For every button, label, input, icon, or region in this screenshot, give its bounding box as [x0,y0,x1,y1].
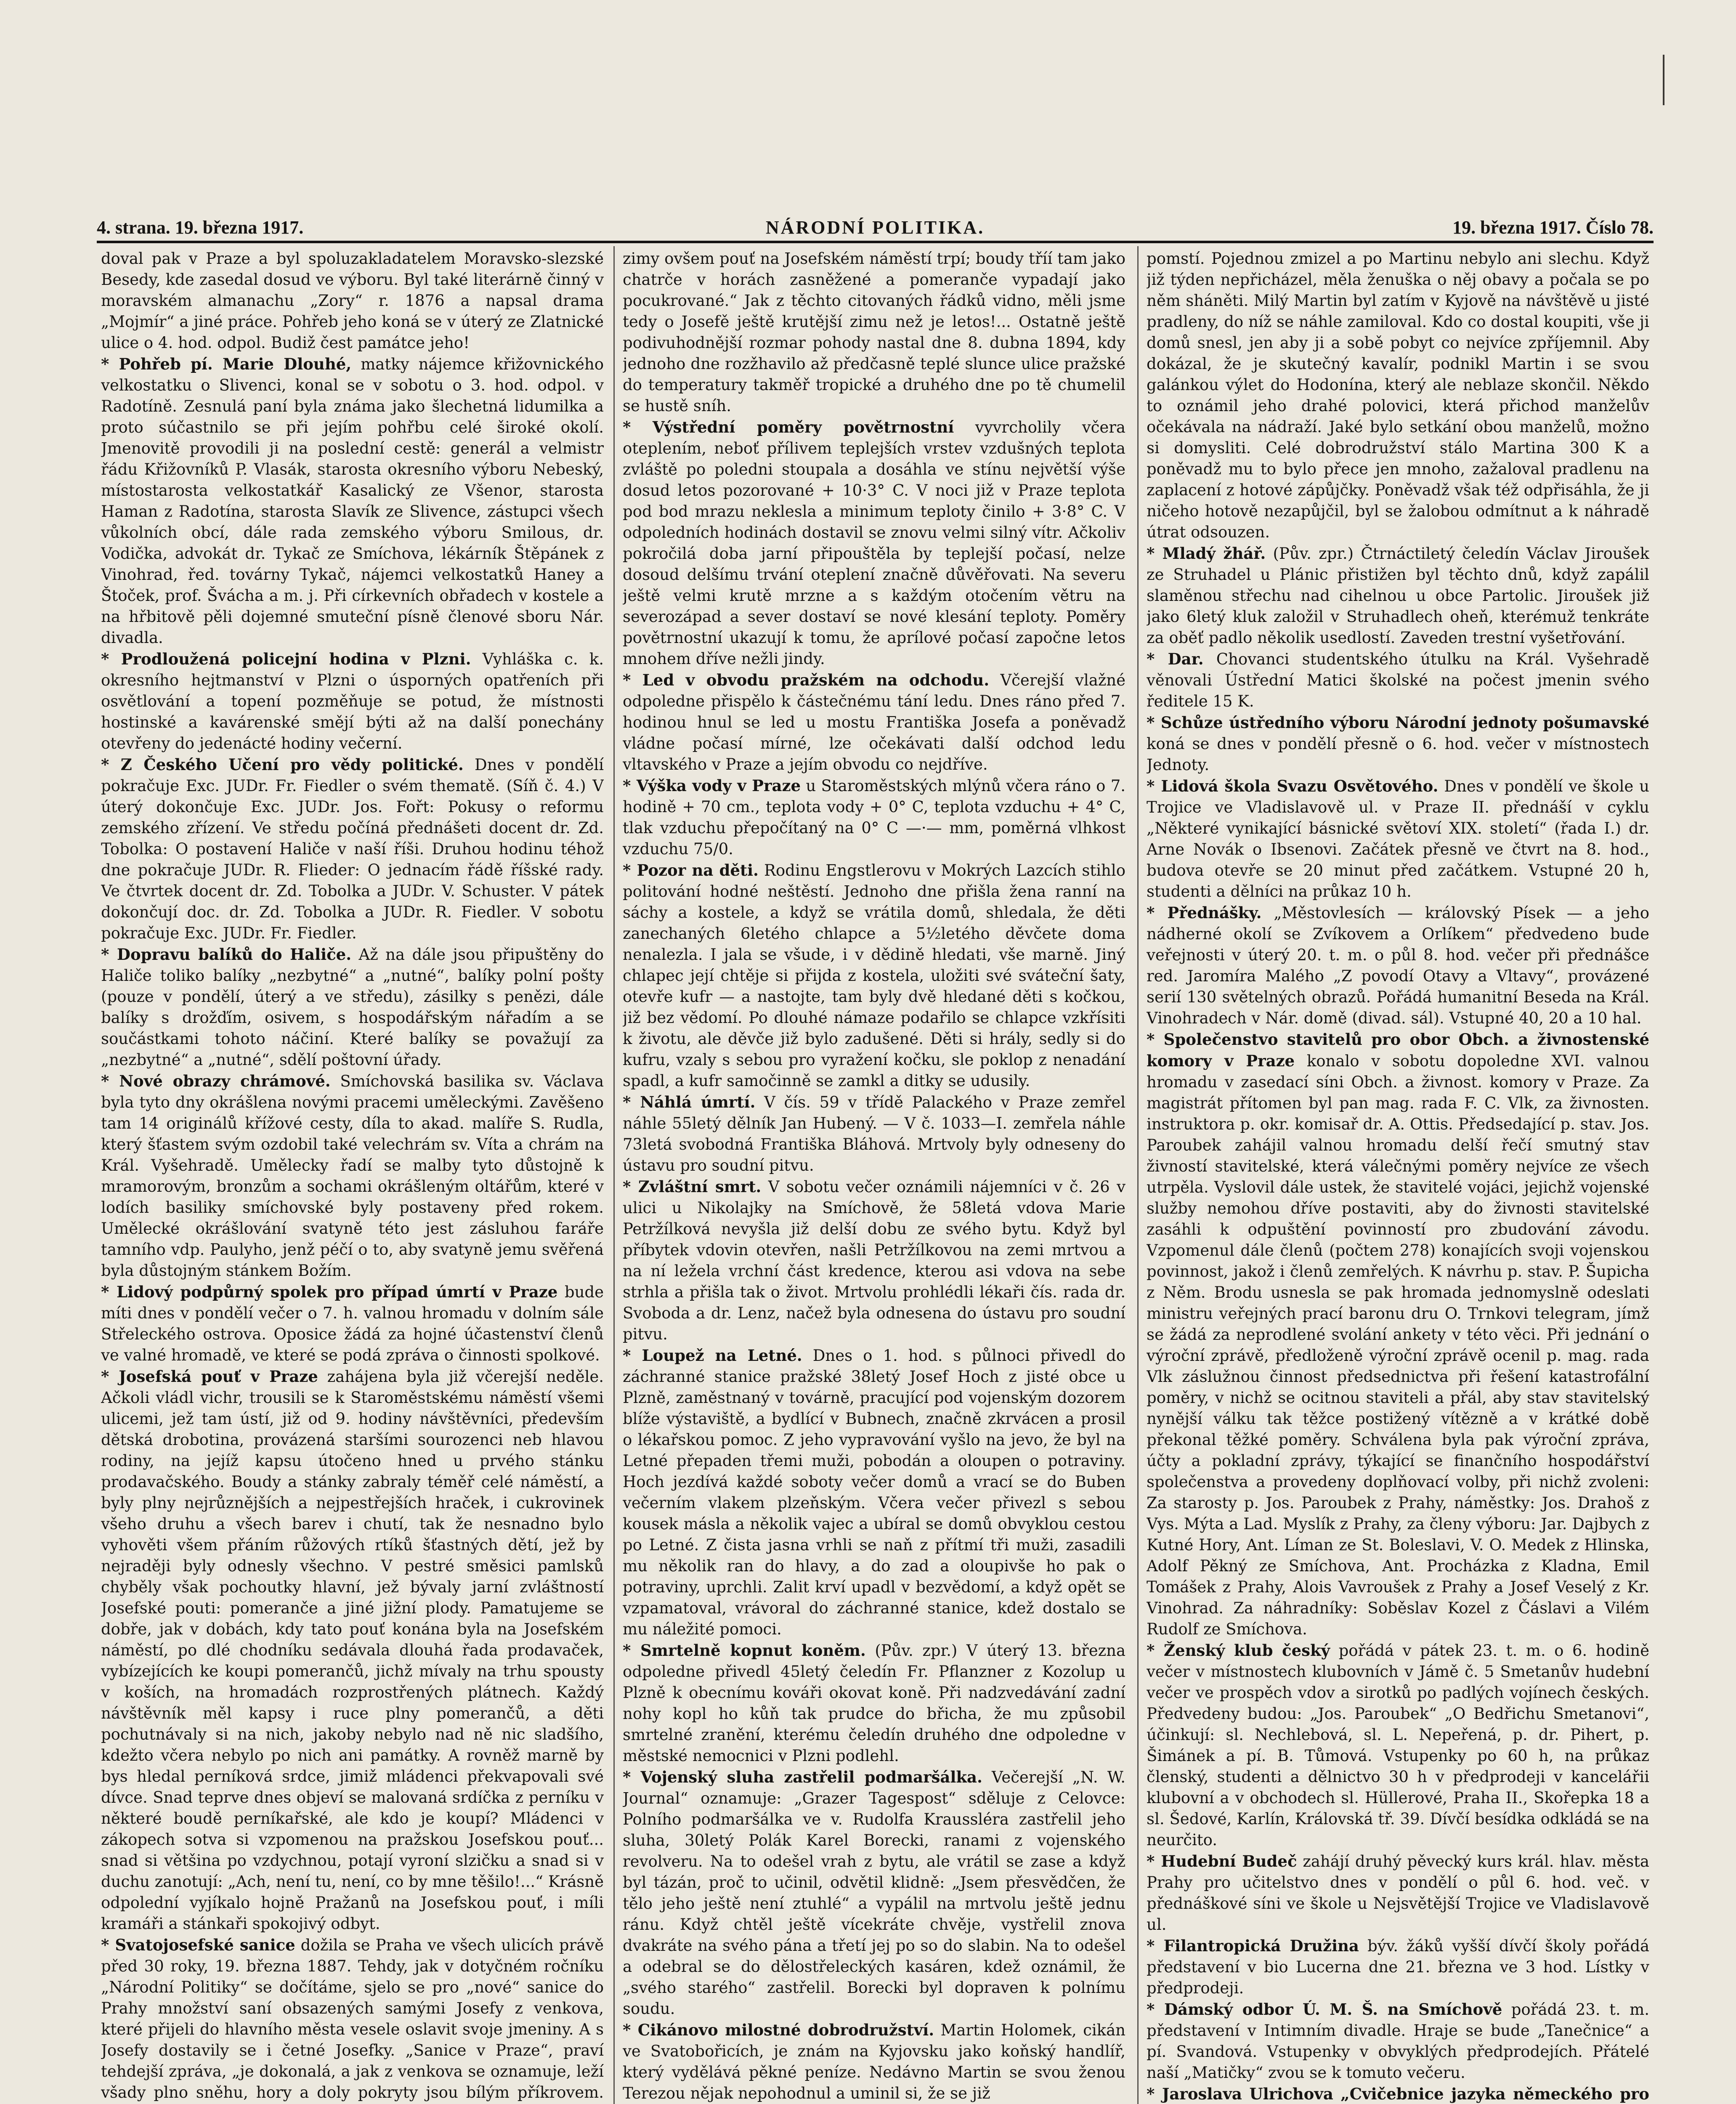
news-item-text: bude míti dnes v pondělí večer o 7. h. valnou hromadu v dolním sále Střeleckého ostrova. Oposice žádá za hojné účastenství členů ve valné hromadě, ve které se podá zpráva o činnosti spolkové. [101,1283,604,1364]
news-item [623,248,1125,417]
news-item-headline: * Zvláštní smrt. [623,1177,762,1196]
text-column-3 [1147,248,1649,2104]
news-item-text: koná se dnes v pondělí přesně o 6. hod. večer v místnostech Jednoty. [1147,735,1649,774]
news-item-text: Dnes o 1. hod. s půlnoci přivedl do záchranné stanice pražské 38letý Josef Hoch z jisté obce u Plzně, zaměstnaný v továrně, pracující pod vojenským dozorem blíže výstaviště, a bydlící v Bubnech, značně zkrvácen a prosil o lékařskou pomoc. Z jeho vypravování vyšlo na jevo, že byl na Letné přepaden třemi muži, pobodán a oloupen o potraviny. Hoch jezdívá každé soboty večer domů a vrací se do Buben večerním vlakem plzeňským. Včera večer přivezl s sebou kousek másla a několik vajec a ubíral se domů obvyklou cestou po Letné. Z čista jasna vrhli se naň z přítmí tři muži, zasadili mu několik ran do hlavy, a do zad a oloupivše ho pak o potraviny, uprchli. Zalit krví upadl v bezvědomí, a když opět se vzpamatoval, vrávoral do záchranné stanice, kdež dostalo se mu náležité pomoci. [623,1347,1125,1638]
news-item-text: býv. žáků vyšší dívčí školy pořádá představení v bio Lucerna dne 21. března ve 3 hod. Lístky v předprodeji. [1147,1937,1649,1997]
news-item [1147,712,1649,776]
news-item-text: matky nájemce křižovnického velkostatku o Slivenci, konal se v sobotu o 3. hod. odpol. v Radotíně. Zesnulá paní byla známa jako šlechetná lidumilka a proto súčastnilo se při jejím pohřbu celé široké okolí. Jmenovitě provodili ji na poslední cestě: generál a velmistr řádu Křižovníků P. Vlasák, starosta okresního výboru Nebeský, místostarosta velkostatkář Kasalický ze Všenor, starosta Haman z Radotína, starosta Slavík ze Slivence, zástupci všech vůkolních obcí, dále rada zemského výboru Smilous, dr. Vodička, advokát dr. Tykač ze Smíchova, lékárník Štěpánek z Vinohrad, řed. továrny Tykač, nájemci velkostatků Haney a Štoček, prof. Švácha a m. j. Při církevních obřadech v kostele a na hřbitově pěli dojemné smuteční písně členové sboru Nár. divadla. [101,355,604,647]
column-divider [613,246,615,2104]
news-item [1147,248,1649,543]
news-item [1147,648,1649,712]
news-item-text: Včerejší vlažné odpoledne přispělo k částečnému tání ledu. Dnes ráno před 7. hodinou hnul se led u mostu Františka Josefa a poněvadž vládne počasí mírné, lze očekávati další odchod ledu vltavského v Praze a jejím obvodu co nejdříve. [623,671,1125,773]
news-item-text: Smíchovská basilika sv. Václava byla tyto dny okrášlena novými pracemi uměleckými. Zavěšeno tam 14 originálů křížové cesty, díla to akad. malíře S. Rudla, který šťastem svým ozdobil také velechrám sv. Víta a chrám na Král. Vyšehradě. Umělecky řadí se malby tyto důstojně k mramorovým, bronzům a sochami okrášleným oltářům, které v lodích basiliky smíchovské byly postaveny před rokem. Umělecké okrášlování svatyně této jest zásluhou faráře tamního vdp. Paulyho, jenž péčí o to, aby svatyně jemu svěřená byla důstojným stánkem Božím. [101,1072,604,1280]
news-item [623,1176,1125,1345]
news-item-headline: * Svatojosefské sanice [101,1936,295,1954]
news-item-headline: * Výstřední poměry povětrnostní [623,418,954,436]
news-item [101,1934,604,2104]
news-item-headline: * Loupež na Letné. [623,1346,802,1365]
news-item-text: (Pův. zpr.) Čtrnáctiletý čeledín Václav Jiroušek ze Struhadel u Plánic přistižen byl těchto dnů, když zapálil slaměnou střechu nad cihelnou u obce Partolic. Jiroušek již jako 6letý kluk založil v Struhadlech oheň, kterémuž tenkráte za oběť padlo několik usedlostí. Zaveden trestní vyšetřování. [1147,545,1649,647]
news-item-text: zimy ovšem pouť na Josefském náměstí trpí; boudy tříí tam jako chatrče v horách zasněžené a pomeranče vypadají jako pocukrované.“ Jak z těchto citovaných řádků vidno, měli jsme tedy o Josefě ještě krutější zimu než je letos!... Ostatně ještě podivuhodnější rozmar pohody nastal dne 8. dubna 1894, kdy jednoho dne rozžhavilo až předčasně teplé slunce ulice pražské do temperatury takměř tropické a druhého dne po tě chumelil se hustě sníh. [623,250,1125,415]
news-item [101,248,604,353]
news-item-text: V čís. 59 v třídě Palackého v Praze zemřel náhle 55letý dělník Jan Hubený. — V č. 1033—I. zemřela náhle 73letá svobodná Františka Bláhová. Mrtvoly byly odneseny do ústavu pro soudní pitvu. [623,1093,1125,1174]
news-item-headline: * Prodloužená policejní hodina v Plzni. [101,650,471,668]
news-item [1147,1999,1649,2083]
news-item [1147,2083,1649,2104]
news-item-headline: * Dopravu balíků do Haliče. [101,945,352,964]
news-item-text: pořádá v pátek 23. t. m. o 6. hodině večer v místnostech klubovních v Jámě č. 5 Smetanův hudební večer ve prospěch vdov a sirotků po padlých vojínech českých. Předvedeny budou: „Jos. Paroubek“ „O Bedřichu Smetanovi“, účinkují: sl. Nechlebová, sl. L. Nepeřená, p. dr. Pihert, p. Šimánek a pí. B. Tůmová. Vstupenky po 60 h, na průkaz členský, studenti a dělnictvo 30 h v předprodeji v kancelářii klubovní a v obchodech sl. Hüllerové, Praha II., Skořepka 18 a sl. Šedové, Karlín, Královská tř. 39. Dívčí besídka odkládá se na neurčito. [1147,1642,1649,1849]
news-item [101,353,604,648]
news-item-text: zahájí druhý pěvecký kurs král. hlav. města Prahy pro učitelstvo dnes v pondělí o půl 6. hod. več. v přednáškové síni ve škole u Nejsvětější Trojice ve Vladislavově ul. [1147,1852,1649,1934]
header-rule [97,241,1654,243]
text-column-2 [623,248,1125,2104]
text-column-1 [101,248,604,2104]
news-item [623,669,1125,775]
news-item [101,1366,604,1934]
news-item-headline: * Jaroslava Ulrichova „Cvičebnice jazyka německého pro [1147,2085,1649,2103]
news-item-headline: * Cikánovo milostné dobrodružství. [623,2021,934,2039]
news-item-text: „Městovlesích — královský Písek — a jeho nádherné okolí se Zvíkovem a Orlíkem“ předvedeno bude veřejnosti v úterý 20. t. m. o půl 8. hod. večer při přednášce red. Jaromíra Malého „Z povodí Otavy a Vltavy“, provázené serií 130 světelných obrazů. Pořádá humanitní Beseda na Král. Vinohradech v Nár. domě (divad. sál). Vstupné 40, 20 a 10 hal. [1147,904,1649,1027]
news-item [1147,1029,1649,1640]
news-item [1147,902,1649,1029]
news-item-headline: * Vojenský sluha zastřelil podmaršálka. [623,1768,982,1786]
news-item-headline: * Pohřeb pí. Marie Dlouhé, [101,355,352,373]
news-item [623,775,1125,860]
news-item [1147,1640,1649,1851]
header-page-info: 4. strana. 19. března 1917. [97,217,304,238]
news-item-text: Dnes v pondělí ve škole u Trojice ve Vladislavově ul. v Praze II. přednáší v cyklu „Některé vynikající básnické světoví XIX. století“ (řada I.) dr. Arne Novák o Ibsenovi. Začátek přesně ve čtvrt na 8. hod., budova otevře se 20 minut před začátkem. Vstupné 20 h, studenti a dělníci na průkaz 10 h. [1147,777,1649,901]
news-item-headline: * Josefská pouť v Praze [101,1367,318,1386]
news-item-text: Chovanci studentského útulku na Král. Vyšehradě věnovali Ústřední Matici školské na počest jmenin svého ředitele 15 K. [1147,650,1649,710]
news-item [623,1345,1125,1640]
header-issue-info: 19. března 1917. Číslo 78. [1452,217,1654,238]
news-item-headline: * Pozor na děti. [623,861,759,879]
scan-edge-mark [1663,55,1664,105]
news-item-text: Vyhláška c. k. okresního hejtmanství v Plzni o úsporných opatřeních při osvětlování a topení pozměňuje se potud, že místnosti hostinské a kavárenské smějí býti až na další ponechány otevřeny do jedenácté hodiny večerní. [101,650,604,752]
news-item-text: zahájena byla již včerejší neděle. Ačkoli vládl vichr, trousili se k Staroměstskému náměstí všemi ulicemi, jež tam ústí, již od 9. hodiny návštěvníci, především dětská drobotina, provázená staršími sourozenci neb hlavou rodiny, na jejíž kapsu útočeno hned u prvého stánku prodavačského. Boudy a stánky zabraly téměř celé náměstí, a byly plny nejrůznějších a nejpestřejších hraček, i cukrovinek všeho druhu a všech barev i chutí, tak že nesnadno bylo vyhověti všem přáním růžových rtíků šťastných dětí, jež by nejraději byly odnesly všechno. V pestré směsici pamlsků chyběly však pochoutky hlavní, jež bývaly jarní zvláštností Josefské pouti: pomeranče a jiné jižní plody. Pamatujeme se dobře, jak v dobách, kdy tato pouť konána byla na Josefském náměstí, po dlé chodníku sedávala dlouhá řada prodavaček, vybízejících ke koupi pomerančů, jichž mívaly na trhu spousty v koších, na hromadách rozprostřených plátnech. Každý návštěvník měl kapsy i ruce plny pomerančů, a děti pochutnávaly si na nich, jakoby nebylo nad ně nic sladšího, kdežto včera nebylo po nich ani památky. A rovněž marně by bys hledal perníková srdce, jimiž mládenci překvapovali své dívce. Snad teprve dnes objeví se malovaná srdíčka z perníku v některé boudě perníkařské, ale kdo je koupí? Mládenci v zákopech sotva si vzpomenou na pražskou Josefskou pouť... snad si většina po vzdychnou, potají vyroní slzičku a snad si v duchu zanotují: „Ach, není tu, není, co by mne těšilo!...“ Krásně odpolední vyjíkalo hojně Pražanů na Josefskou pouť, i míli kramáři a stánkaři spokojivý odbyt. [101,1368,604,1933]
news-item-text: pomstí. Pojednou zmizel a po Martinu nebylo ani slechu. Když již týden nepřicházel, měla ženuška o něj obavy a počala se po něm sháněti. Milý Martin byl zatím v Kyjově na návštěvě u jisté pradleny, do níž se náhle zamiloval. Kdo co dostal koupiti, vše ji domů snesl, jen aby ji a sobě pobyt co nejvíce zpříjemnil. Aby dokázal, že je skutečný kavalír, podnikl Martin i se svou galánkou výlet do Hodonína, který ale neblaze skončil. Někdo to oznámil jeho drahé polovici, která přichod manželův očekávala na nádraží. Jaké bylo setkání obou manželů, možno si domysliti. Celé dobrodružství stálo Martina 300 K a poněvadž mu to bylo přece jen mnoho, zažaloval pradlenu na zaplacení z hotové zápůjčky. Poněvadž však též odpřisáhla, že ji ničeho hotově nezapůjčil, byl se žalobou odmítnut a k náhradě útrat odsouzen. [1147,250,1649,541]
news-item-headline: * Společenstvo stavitelů pro obor Obch. a živnostenské komory v Praze [1147,1030,1649,1070]
news-item [1147,1851,1649,1935]
news-item [623,417,1125,669]
news-item [1147,1935,1649,1999]
news-item-text: u Staroměstských mlýnů včera ráno o 7. hodině + 70 cm., teplota vody + 0° C, teplota vzduchu + 4° C, tlak vzduchu přepočítaný na 0° C —·— mm, poměrná vlhkost vzduchu 75/0. [623,777,1125,858]
news-item-text: Martin Holomek, cikán ve Svatobořicích, je znám na Kyjovsku jako koňský handlíř, který vydělává pěkné peníze. Nedávno Martin se svou ženou Terezou nějak nepohodnul a uminil si, že se již [623,2021,1125,2102]
news-item-headline: * Výška vody v Praze [623,776,801,795]
news-item-text: doval pak v Praze a byl spoluzakladatelem Moravsko-slezské Besedy, kde zasedal dosud ve výboru. Byl také literárně činný v moravském almanachu „Zory“ r. 1876 a napsal drama „Mojmír“ a jiné práce. Pohřeb jeho koná se v úterý ze Zlatnické ulice o 4. hod. odpol. Budiž čest památce jeho! [101,250,604,352]
column-divider [1137,246,1139,2104]
news-item-headline: * Lidový podpůrný spolek pro případ úmrtí v Praze [101,1283,558,1301]
news-item [101,754,604,944]
news-item-text: pořádá 23. t. m. představení v Intimním divadle. Hraje se bude „Tanečnice“ a pí. Svandová. Vstupenky v obvyklých předprodejích. Přátelé naší „Matičky“ zvou se k tomuto večeru. [1147,2000,1649,2082]
news-item-headline: * Dámský odbor Ú. M. Š. na Smíchově [1147,2000,1502,2019]
news-item [623,2019,1125,2104]
news-item-text: Dnes v pondělí pokračuje Exc. JUDr. Fr. Fiedler o svém thematě. (Síň č. 4.) V úterý dokončuje Exc. JUDr. Jos. Fořt: Pokusy o reformu zemského zřízení. Ve středu počíná přednášeti docent dr. Zd. Tobolka: O postavení Haliče v naší říši. Druhou hodinu téhož dne pokračuje JUDr. R. Flieder: O jednacím řádě říšské rady. Ve čtvrtek docent dr. Zd. Tobolka a JUDr. V. Schuster. V pátek dokončují doc. dr. Zd. Tobolka a JUDr. R. Fiedler. V sobotu pokračuje Exc. JUDr. Fr. Fiedler. [101,756,604,942]
news-item-text: dožila se Praha ve všech ulicích právě před 30 roky, 19. března 1887. Tehdy, jak v dotyčném ročníku „Národní Politiky“ se dočítáme, sjelo se pro „nové“ sanice do Prahy množství saní obsazených samými Josefy z venkova, které přijeli do hlavního města vesele oslavit svoje jmeniny. A s Josefy dostavily se i četné Josefky. „Sanice v Praze“, praví tehdejší zpráva, „je dokonalá, a jak z venkova se oznamuje, leží všady plno sněhu, hory a doly pokryty jsou bílým příkrovem. [101,1936,604,2101]
news-item-headline: * Dar. [1147,650,1204,668]
news-item-headline: * Lidová škola Svazu Osvětového. [1147,777,1439,795]
news-item-text: konalo v sobotu dopoledne XVI. valnou hromadu v zasedací síni Obch. a živnost. komory v Praze. Za magistrát přítomen byl pan mag. rada F. C. Vlk, za živnosten. instruktora p. okr. komisař dr. A. Ottis. Předsedající p. stav. Jos. Paroubek zahájil valnou hromadu delší řečí smutný stav živností stavitelské, která válečnými poměry nejvíce ze všech utrpěla. Vyslovil dále ustek, že stavitelé vojáci, jejichž vojenské služby nemohou dříve postaviti, aby do živnosti stavitelské zasáhli k odpuštění povinností pro zbudování závodu. Vzpomenul dále členů (počtem 278) konajících svoji vojenskou povinnost, jakož i členů zemřelých. K návrhu p. stav. P. Šupicha z Něm. Brodu usnesla se pak hromada jednomyslně odeslati ministru veřejných prací baronu dru O. Trnkovi telegram, jímž se žádá za neprodlené svolání ankety v této věci. Při jednání o výroční zprávě, předloženě výroční zprávě ocenil p. mag. rada Vlk záslužnou činnost předsednictva při řešení katastrofální poměry, v nichž se ocitnou staviteli a přál, aby stav stavitelský nynější válku tak těžce postižený vítězně a v krátké době překonal těžké poměry. Schválena byla pak výroční zpráva, účty a pokladní zprávy, týkající se finančního hospodářství společenstva a provedeny doplňovací volby, při nichž zvoleni: Za starosty p. Jos. Paroubek z Prahy, náměstky: Jos. Drahoš z Vys. Mýta a Lad. Myslík z Prahy, za členy výboru: Jar. Dajbych z Kutné Hory, Ant. Líman ze St. Boleslavi, V. O. Medek z Hlinska, Adolf Pěkný ze Smíchova, Ant. Procházka z Kladna, Emil Tomášek z Prahy, Alois Vavroušek z Prahy a Josef Veselý z Kr. Vinohrad. Za náhradníky: Soběslav Kozel z Čáslavi a Vilém Rudolf ze Smíchova. [1147,1052,1649,1638]
news-item-headline: * Schůze ústředního výboru Národní jednoty pošumavské [1147,713,1649,732]
news-item [623,1092,1125,1176]
news-item-text: Rodinu Engstlerovu v Mokrých Lazcích stihlo politování hodné neštěstí. Jednoho dne přišla žena ranní na sáchy a kostele, a když se vrátila domů, shledala, že děti zanechaných 6letého chlapce a 5½letého děvčete doma nenalezla. I jala se všude, i v dědině hledati, vše marně. Jiný chlapec její chtěje si přijda z kostela, uložiti své sváteční šaty, otevře kufr — a nastojte, tam byly dvě hledané děti s kočkou, již bez vědomí. Po dlouhé námaze podařilo se chlapce vzkřísiti k životu, ale děvče již bylo zadušené. Děti si hrály, sedly si do kufru, vzaly s sebou pro vyražení kočku, sle poklop z nenadání spadl, a kufr samočinně se zamkl a ditky se udusily. [623,861,1125,1090]
news-item-headline: * Filantropická Družina [1147,1937,1359,1955]
news-item [1147,776,1649,902]
news-item-headline: * Náhlá úmrtí. [623,1093,756,1111]
news-item [623,1640,1125,1767]
news-item [101,944,604,1071]
page-header [97,217,1654,242]
news-item [101,1071,604,1281]
news-item-headline: * Ženský klub český [1147,1641,1330,1660]
news-item-text: (Pův. zpr.) V úterý 13. března odpoledne přivedl 45letý čeledín Fr. Pflanzner z Kozolup u Plzně k obecnímu kováři okovat koně. Při nadzvedávání zadní nohy kopl ho kůň tak prudce do břicha, že mu způsobil smrtelné zranění, kterému čeledín druhého dne odpoledne v městské nemocnici v Plzni podlehl. [623,1642,1125,1765]
news-item-text: vyvrcholily včera oteplením, neboť přílivem teplejších vrstev vzdušných teplota zvláště po poledni stoupala a dosáhla ve stínu největší výše dosud letos pozorované + 10·3° C. V noci již v Praze teplota pod bod mrazu neklesla a minimum teploty činilo + 3·8° C. V odpoledních hodinách dostavil se znovu velmi silný vítr. Ačkoliv pokročilá doba jarní připouštěla by teplejší počasí, nelze dosoud delšímu trvání oteplení značně důvěřovati. Na severu ještě velmi krutě mrzne a s každým otočením větru na severozápad a sever dostaví se nové klesání teploty. Poměry povětrnostní ukazují k tomu, že aprílové počasí započne letos mnohem dříve nežli jindy. [623,418,1125,668]
newspaper-title: NÁRODNÍ POLITIKA. [765,217,985,238]
news-item [101,1281,604,1366]
news-item-headline: * Nové obrazy chrámové. [101,1072,331,1090]
news-item-headline: * Led v obvodu pražském na odchodu. [623,671,990,689]
news-item-headline: * Smrtelně kopnut koněm. [623,1641,866,1660]
news-item-text: Večerejší „N. W. Journal“ oznamuje: „Grazer Tagespost“ sděluje z Celovce: Polního podmaršálka ve v. Rudolfa Kraussléra zastřelil jeho sluha, 30letý Polák Karel Borecki, ranami z vojenského revolveru. Na to odešel vrah z bytu, ale vrátil se zase a když byl tázán, proč to učinil, odvětil klidně: „Jsem přesvědčen, že tělo jeho ještě není ztuhlé“ a vypálil na mrtvolu ještě jednu ránu. Když chtěl ještě vícekráte chvěje, vystřelil znova dvakráte na svého pána a třetí jej po so do slabin. Na to odešel a odebral se do dělostřeleckých kasáren, kdež oznámil, že „svého starého“ zastřelil. Borecki byl dopraven k polnímu soudu. [623,1768,1125,2018]
news-item [623,860,1125,1092]
news-item [101,648,604,754]
news-item-text: V sobotu večer oznámili nájemníci v č. 26 v ulici u Nikolajky na Smíchově, že 58letá vdova Marie Petržílková nevyšla již delší dobu ze svého bytu. Když byl příbytek vdovin otevřen, našli Petržílkovou na zemi mrtvou a na ní ležela vrchní část kredence, kterou asi vdova na sebe strhla a přišla tak o život. Mrtvolu prohlédli lékaři čís. rada dr. Svoboda a dr. Lenz, načež byla odnesena do ústavu pro soudní pitvu. [623,1178,1125,1343]
news-item-headline: * Hudební Budeč [1147,1852,1297,1870]
news-item-text: Až na dále jsou připuštěny do Haliče toliko balíky „nezbytné“ a „nutné“, balíky polní pošty (pouze v pondělí, úterý a ve středu), zásilky s penězi, dále balíky s drožďím, osivem, s hospodářským nářadím a se součástkami tohoto náčiní. Které balíky se považují za „nezbytné“ a „nutné“, sdělí poštovní úřady. [101,946,604,1069]
news-item-headline: * Mladý žhář. [1147,544,1266,563]
news-item [623,1767,1125,2019]
news-item-headline: * Přednášky. [1147,903,1262,922]
news-item [1147,543,1649,648]
news-item-headline: * Z Českého Učení pro vědy politické. [101,755,464,774]
